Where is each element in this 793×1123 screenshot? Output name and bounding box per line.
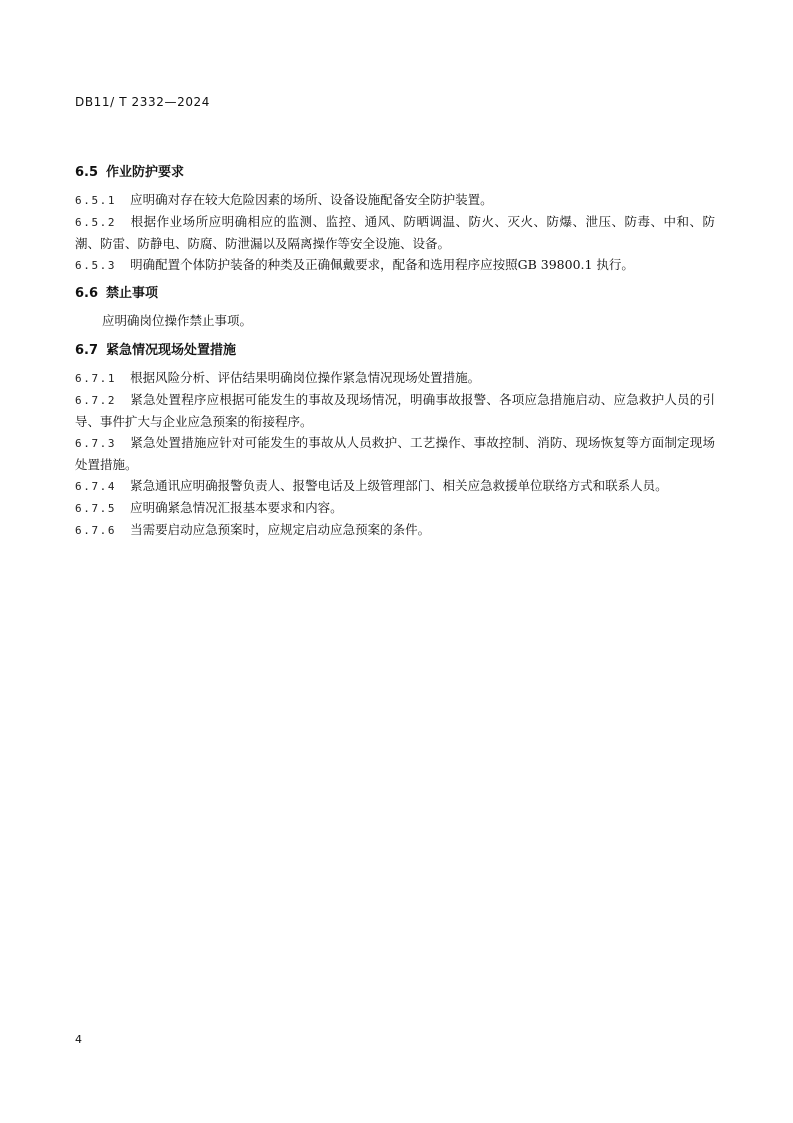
paragraph-6-6: 应明确岗位操作禁止事项。 <box>102 313 253 328</box>
clause-text: 根据风险分析、评估结果明确岗位操作紧急情况现场处置措施。 <box>130 370 481 385</box>
section-heading-6-6 <box>75 283 715 304</box>
section-heading-6-5 <box>75 162 715 183</box>
clause-6-7-4 <box>75 475 715 497</box>
clause-number: 6.7.4 <box>75 480 117 493</box>
clause-number: 6.5.2 <box>75 216 117 229</box>
section-title: 禁止事项 <box>106 286 159 301</box>
section-title: 紧急情况现场处置措施 <box>106 343 237 358</box>
clause-number: 6.7.6 <box>75 524 117 537</box>
clause-text: 应明确紧急情况汇报基本要求和内容。 <box>130 500 343 515</box>
clause-6-7-6 <box>75 519 715 541</box>
clause-text: 明确配置个体防护装备的种类及正确佩戴要求，配备和选用程序应按照GB 39800.1 执行。 <box>130 257 634 272</box>
clause-number: 6.7.1 <box>75 372 117 385</box>
section-number: 6.6 <box>75 286 99 301</box>
clause-6-5-1 <box>75 189 715 211</box>
page-number: 4 <box>75 1033 82 1046</box>
clause-number: 6.7.2 <box>75 394 117 407</box>
clause-6-7-1 <box>75 367 715 389</box>
section-title: 作业防护要求 <box>106 165 185 180</box>
clause-6-5-2 <box>75 211 715 254</box>
clause-text: 紧急处置措施应针对可能发生的事故从人员救护、工艺操作、事故控制、消防、现场恢复等方面制定现场处置措施。 <box>75 435 715 472</box>
clause-text: 当需要启动应急预案时，应规定启动应急预案的条件。 <box>130 522 431 537</box>
clause-6-7-2 <box>75 389 715 432</box>
clause-number: 6.5.1 <box>75 194 117 207</box>
clause-6-5-3 <box>75 254 715 276</box>
clause-number: 6.7.5 <box>75 502 117 515</box>
section-number: 6.5 <box>75 165 99 180</box>
clause-text: 紧急通讯应明确报警负责人、报警电话及上级管理部门、相关应急救援单位联络方式和联系人员。 <box>130 478 668 493</box>
section-number: 6.7 <box>75 343 99 358</box>
clause-6-7-3 <box>75 432 715 475</box>
clause-text: 根据作业场所应明确相应的监测、监控、通风、防晒调温、防火、灭火、防爆、泄压、防毒、中和、防潮、防雷、防静电、防腐、防泄漏以及隔离操作等安全设施、设备。 <box>75 214 715 251</box>
clause-number: 6.7.3 <box>75 437 117 450</box>
document-code: DB11/ T 2332—2024 <box>75 95 211 109</box>
document-body <box>75 162 715 541</box>
clause-text: 紧急处置程序应根据可能发生的事故及现场情况，明确事故报警、各项应急措施启动、应急救护人员的引导、事件扩大与企业应急预案的衔接程序。 <box>75 392 715 429</box>
clause-text: 应明确对存在较大危险因素的场所、设备设施配备安全防护装置。 <box>130 192 493 207</box>
clause-number: 6.5.3 <box>75 259 117 272</box>
section-heading-6-7 <box>75 340 715 361</box>
clause-6-7-5 <box>75 497 715 519</box>
